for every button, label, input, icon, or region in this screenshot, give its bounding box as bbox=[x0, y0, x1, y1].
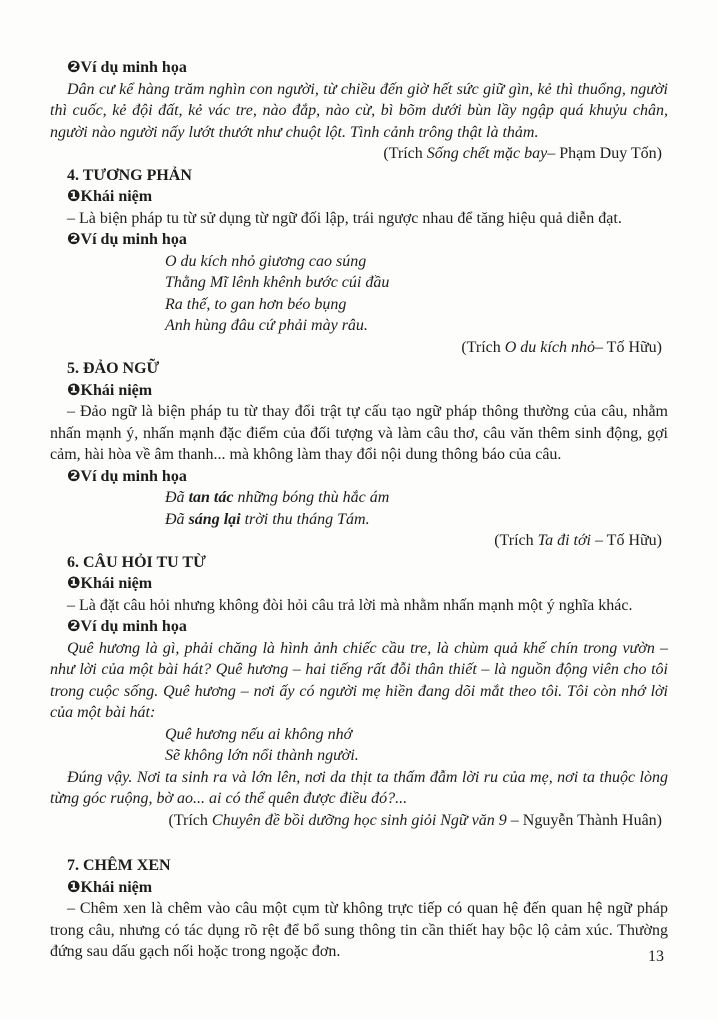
section-heading-cau-hoi-tu-tu: 6. CÂU HỎI TU TỪ bbox=[67, 553, 206, 571]
verse-line: O du kích nhỏ giương cao súng bbox=[165, 252, 367, 270]
citation-author: – Tố Hữu) bbox=[590, 532, 662, 549]
verse-text: những bóng thù hắc ám bbox=[233, 489, 390, 506]
citation-source-title: Sống chết mặc bay bbox=[426, 145, 548, 162]
verse-line: Anh hùng đâu cứ phải mày râu. bbox=[165, 317, 368, 334]
section5-citation bbox=[50, 530, 668, 552]
citation-prefix: (Trích bbox=[494, 532, 538, 549]
example-label: ❷Ví dụ minh họa bbox=[67, 467, 187, 485]
example-label: ❷Ví dụ minh họa bbox=[67, 231, 187, 248]
example-paragraph: Quê hương là gì, phải chăng là hình ảnh chiếc cầu tre, là chùm quả khế chín trong vườn – như lời của một bài hát? Quê hương – hai tiếng rất đỗi thân thiết – là nguồn động viên cho tôi trong cuộc sống. Quê hương – nơi ấy có người mẹ hiền đang dõi mắt theo tôi. Tôi còn nhớ lời của một bài hát: bbox=[50, 639, 668, 721]
page-number: 13 bbox=[648, 948, 664, 965]
concept-paragraph: – Là biện pháp tu từ sử dụng từ ngữ đối lập, trái ngược nhau để tăng hiệu quả diễn đạt. bbox=[67, 209, 622, 227]
concept-paragraph: – Đảo ngữ là biện pháp tu từ thay đổi trật tự cấu tạo ngữ pháp thông thường của câu, nhằm nhấn mạnh ý, nhấn mạnh đặc điểm của đối tượng và làm câu thơ, câu văn thêm sinh động, gợi cảm, hài hòa về âm thanh... mà không làm thay đổi nội dung thông báo của câu. bbox=[50, 403, 668, 463]
verse-line: Thằng Mĩ lênh khênh bước cúi đầu bbox=[165, 274, 390, 291]
verse-line: Sẽ không lớn nổi thành người. bbox=[165, 747, 359, 764]
example-paragraph: Đúng vậy. Nơi ta sinh ra và lớn lên, nơi da thịt ta thấm đẫm lời ru của mẹ, nơi ta thuộc lòng từng góc ruộng, bờ ao... ai có thể quên được điều đó?... bbox=[50, 768, 668, 807]
concept-label: ❶Khái niệm bbox=[67, 575, 153, 592]
citation-author: – Phạm Duy Tốn) bbox=[547, 145, 662, 162]
concept-paragraph: – Chêm xen là chêm vào câu một cụm từ không trực tiếp có quan hệ đến quan hệ ngữ pháp trong câu, nhưng có tác dụng rõ rệt để bổ sung thông tin cần thiết hay bộc lộ cảm xúc. Thường đứng sau dấu gạch nối hoặc trong ngoặc đơn. bbox=[50, 900, 668, 960]
citation-prefix: (Trích bbox=[383, 145, 427, 162]
citation-source-title: O du kích nhỏ bbox=[504, 338, 595, 356]
verse-text: Đã bbox=[165, 510, 189, 528]
verse-text: trời thu tháng Tám. bbox=[240, 510, 370, 528]
section-heading-chem-xen: 7. CHÊM XEN bbox=[67, 857, 171, 874]
citation-author: – Tố Hữu) bbox=[594, 338, 662, 356]
intro-example-citation bbox=[50, 143, 668, 165]
verse-line: Quê hương nếu ai không nhớ bbox=[165, 725, 353, 743]
section-heading-dao-ngu: 5. ĐẢO NGỮ bbox=[67, 360, 160, 377]
section-heading-tuong-phan: 4. TƯƠNG PHẢN bbox=[67, 166, 192, 184]
citation-prefix: (Trích bbox=[461, 338, 505, 356]
intro-example-paragraph: Dân cư kể hàng trăm nghìn con người, từ chiều đến giờ hết sức giữ gìn, kẻ thì thuổng, người thì cuốc, kẻ đội đất, kẻ vác tre, nào đắp, nào cừ, bì bõm dưới bùn lầy ngập quá khuỷu chân, người nào người nấy lướt thướt như chuột lột. Tình cảnh trông thật là thảm. bbox=[50, 80, 668, 141]
verse-line bbox=[50, 509, 668, 531]
example-label: ❷Ví dụ minh họa bbox=[67, 618, 187, 635]
verse-text: Đã bbox=[165, 489, 189, 506]
section6-citation bbox=[50, 810, 668, 832]
verse-emphasis: tan tác bbox=[188, 489, 234, 506]
verse-line bbox=[50, 487, 668, 509]
citation-source-title: Ta đi tới bbox=[537, 532, 591, 549]
verse-line: Ra thế, to gan hơn béo bụng bbox=[165, 295, 347, 313]
verse-emphasis: sáng lại bbox=[188, 510, 241, 528]
concept-label: ❶Khái niệm bbox=[67, 381, 153, 399]
concept-label: ❶Khái niệm bbox=[67, 188, 153, 205]
intro-example-label: ❷Ví dụ minh họa bbox=[67, 59, 187, 76]
concept-paragraph: – Là đặt câu hỏi nhưng không đòi hỏi câu trả lời mà nhằm nhấn mạnh một ý nghĩa khác. bbox=[67, 596, 633, 614]
concept-label: ❶Khái niệm bbox=[67, 878, 153, 896]
citation-prefix: (Trích bbox=[168, 811, 212, 829]
citation-author: – Nguyễn Thành Huân) bbox=[506, 811, 662, 829]
citation-source-title: Chuyên đề bồi dưỡng học sinh giỏi Ngữ văn 9 bbox=[211, 811, 507, 829]
section4-citation bbox=[50, 337, 668, 359]
